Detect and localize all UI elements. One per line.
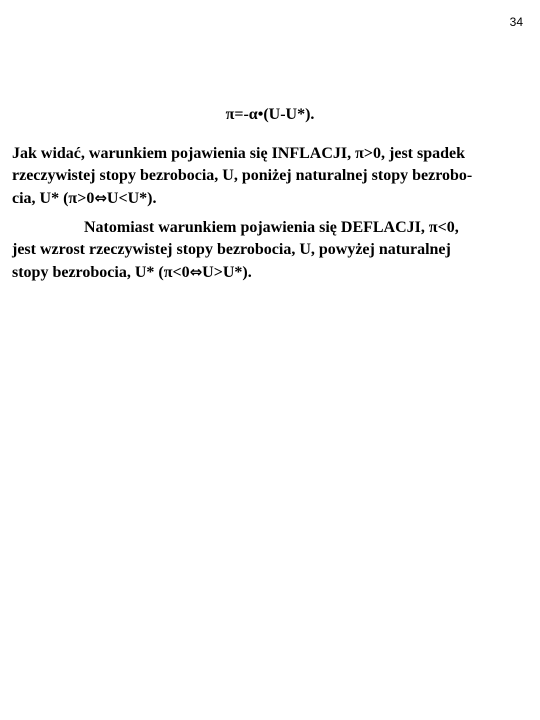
paragraph-line: Jak widać, warunkiem pojawienia się INFLACJI, π>0, jest spadek (12, 145, 466, 162)
paragraph-line: rzeczywistej stopy bezrobocia, U, poniżej naturalnej stopy bezrobo- (12, 167, 473, 184)
deflation-paragraph (12, 217, 530, 284)
double-arrow-icon: ⇔ (189, 263, 203, 281)
double-arrow-icon: ⇔ (94, 189, 107, 207)
line-text: U>U*). (202, 264, 252, 281)
paragraph-line (12, 187, 530, 210)
line-text: cia, U* (π>0 (12, 190, 95, 207)
paragraph-line (12, 261, 530, 284)
line-text: stopy bezrobocia, U* (π<0 (12, 264, 190, 281)
inflation-paragraph (12, 143, 530, 210)
phillips-formula: π=-α•(U-U*). (225, 106, 315, 123)
page-number: 34 (509, 15, 523, 29)
paragraph-line: Natomiast warunkiem pojawienia się DEFLACJI, π<0, (84, 219, 459, 236)
paragraph-line: jest wzrost rzeczywistej stopy bezrobocia, U, powyżej naturalnej (12, 241, 451, 258)
line-text: U<U*). (106, 190, 157, 207)
